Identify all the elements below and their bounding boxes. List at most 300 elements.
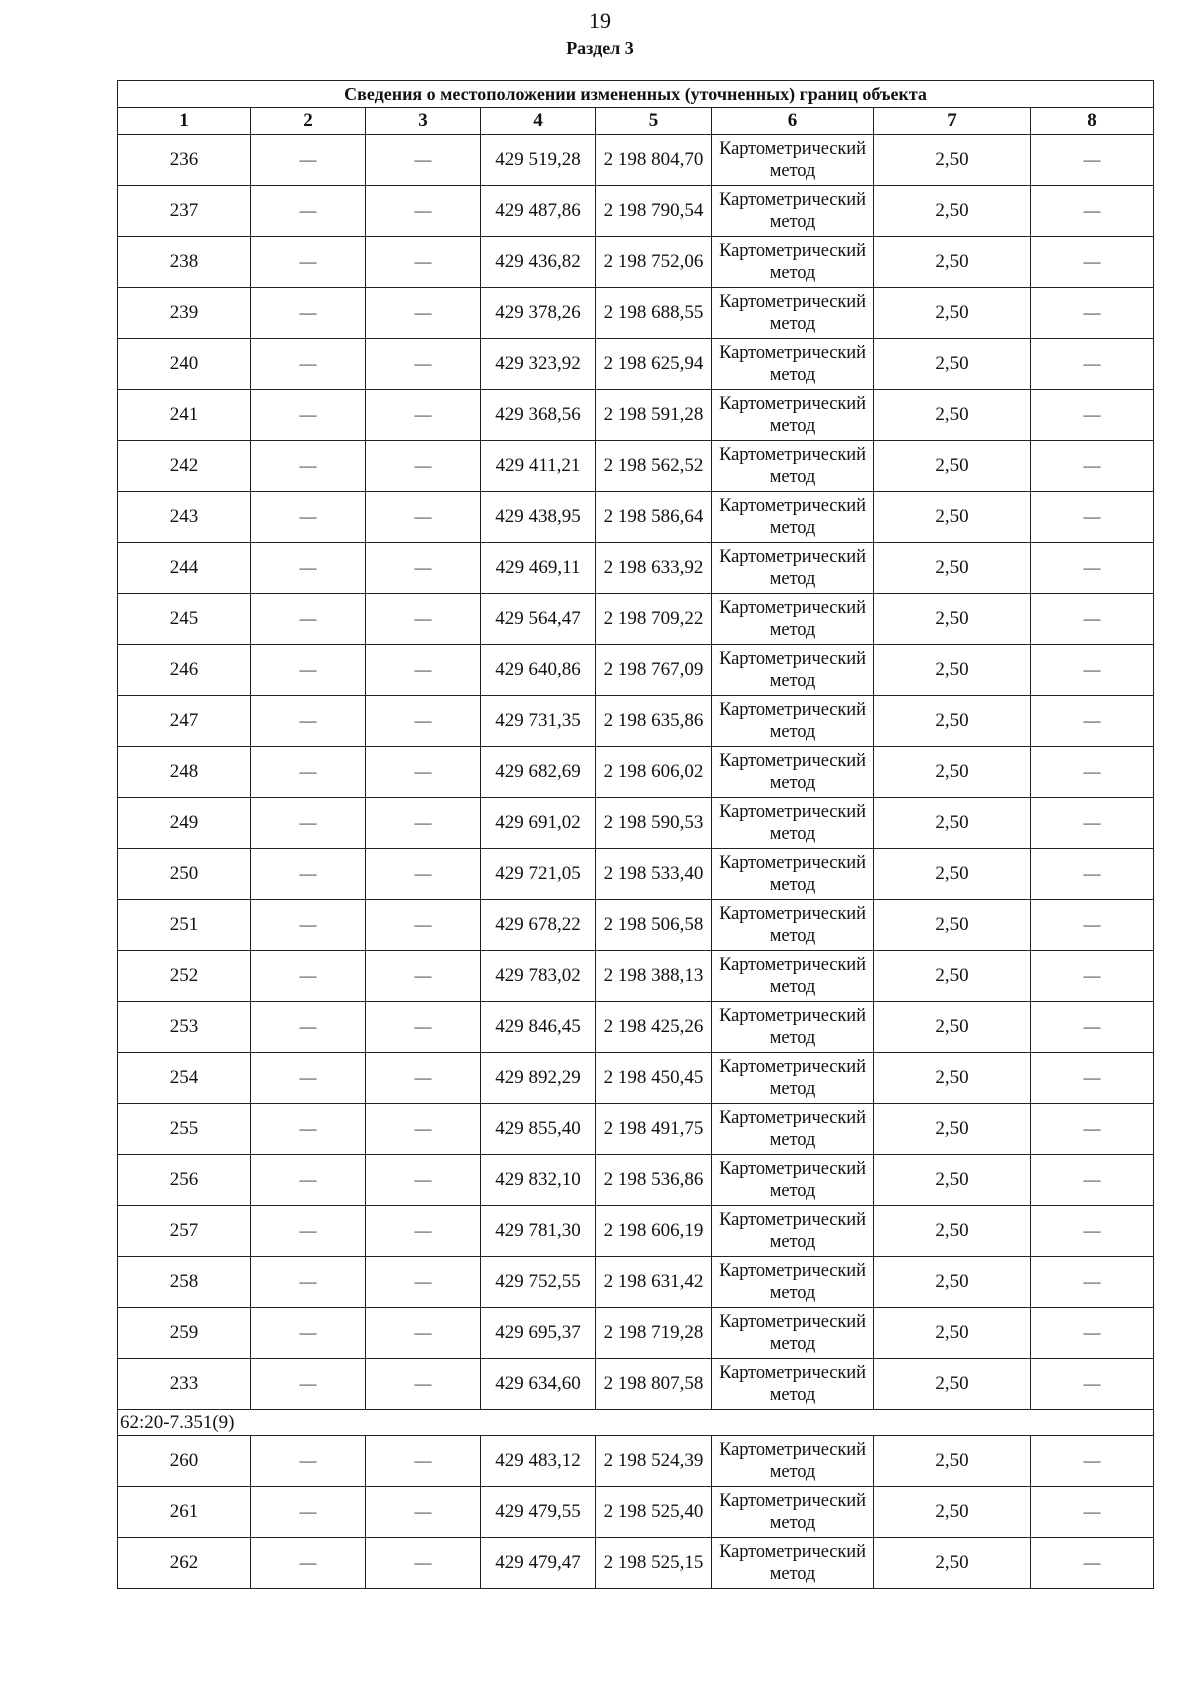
accuracy-cell: 2,50 bbox=[874, 1308, 1031, 1359]
dash-mark: — bbox=[299, 813, 317, 832]
dash-mark: — bbox=[414, 1374, 432, 1393]
accuracy-cell: 2,50 bbox=[874, 1053, 1031, 1104]
table-row bbox=[118, 1538, 1154, 1589]
x-coordinate-cell: 429 678,22 bbox=[481, 900, 596, 951]
empty-cell bbox=[1031, 441, 1154, 492]
dash-mark: — bbox=[414, 966, 432, 985]
method-cell: Картометрический метод bbox=[712, 288, 874, 339]
accuracy-cell: 2,50 bbox=[874, 798, 1031, 849]
y-coordinate-cell: 2 198 635,86 bbox=[596, 696, 712, 747]
method-cell: Картометрический метод bbox=[712, 951, 874, 1002]
column-number: 5 bbox=[596, 108, 712, 135]
x-coordinate-cell: 429 469,11 bbox=[481, 543, 596, 594]
dash-mark: — bbox=[1083, 1374, 1101, 1393]
point-number-cell: 251 bbox=[118, 900, 251, 951]
x-coordinate-cell: 429 483,12 bbox=[481, 1436, 596, 1487]
empty-cell bbox=[366, 1436, 481, 1487]
dash-mark: — bbox=[414, 1068, 432, 1087]
table-row bbox=[118, 1002, 1154, 1053]
accuracy-cell: 2,50 bbox=[874, 543, 1031, 594]
dash-mark: — bbox=[299, 507, 317, 526]
page-number: 19 bbox=[589, 8, 611, 33]
empty-cell bbox=[251, 339, 366, 390]
empty-cell bbox=[1031, 1155, 1154, 1206]
dash-mark: — bbox=[299, 1451, 317, 1470]
empty-cell bbox=[251, 696, 366, 747]
empty-cell bbox=[366, 237, 481, 288]
y-coordinate-cell: 2 198 524,39 bbox=[596, 1436, 712, 1487]
dash-mark: — bbox=[1083, 660, 1101, 679]
table-body bbox=[118, 81, 1154, 1589]
table-row bbox=[118, 288, 1154, 339]
dash-mark: — bbox=[1083, 1221, 1101, 1240]
point-number-cell: 253 bbox=[118, 1002, 251, 1053]
table-row bbox=[118, 1308, 1154, 1359]
table-row bbox=[118, 135, 1154, 186]
empty-cell bbox=[366, 390, 481, 441]
point-number-cell: 259 bbox=[118, 1308, 251, 1359]
empty-cell bbox=[1031, 1206, 1154, 1257]
y-coordinate-cell: 2 198 586,64 bbox=[596, 492, 712, 543]
empty-cell bbox=[1031, 747, 1154, 798]
empty-cell bbox=[1031, 390, 1154, 441]
y-coordinate-cell: 2 198 767,09 bbox=[596, 645, 712, 696]
method-cell: Картометрический метод bbox=[712, 696, 874, 747]
table-row bbox=[118, 441, 1154, 492]
empty-cell bbox=[366, 441, 481, 492]
dash-mark: — bbox=[299, 762, 317, 781]
point-number-cell: 246 bbox=[118, 645, 251, 696]
empty-cell bbox=[1031, 1257, 1154, 1308]
empty-cell bbox=[1031, 1308, 1154, 1359]
accuracy-cell: 2,50 bbox=[874, 288, 1031, 339]
table-row bbox=[118, 1104, 1154, 1155]
dash-mark: — bbox=[299, 456, 317, 475]
x-coordinate-cell: 429 436,82 bbox=[481, 237, 596, 288]
empty-cell bbox=[366, 849, 481, 900]
y-coordinate-cell: 2 198 536,86 bbox=[596, 1155, 712, 1206]
empty-cell bbox=[251, 798, 366, 849]
empty-cell bbox=[251, 1104, 366, 1155]
empty-cell bbox=[366, 339, 481, 390]
empty-cell bbox=[251, 645, 366, 696]
table-row bbox=[118, 951, 1154, 1002]
dash-mark: — bbox=[299, 405, 317, 424]
dash-mark: — bbox=[414, 150, 432, 169]
method-cell: Картометрический метод bbox=[712, 543, 874, 594]
dash-mark: — bbox=[1083, 966, 1101, 985]
y-coordinate-cell: 2 198 533,40 bbox=[596, 849, 712, 900]
x-coordinate-cell: 429 411,21 bbox=[481, 441, 596, 492]
point-number-cell: 245 bbox=[118, 594, 251, 645]
table-row bbox=[118, 1436, 1154, 1487]
dash-mark: — bbox=[299, 1502, 317, 1521]
table-title: Сведения о местоположении измененных (уточненных) границ объекта bbox=[118, 81, 1154, 108]
table-row bbox=[118, 339, 1154, 390]
accuracy-cell: 2,50 bbox=[874, 1359, 1031, 1410]
y-coordinate-cell: 2 198 450,45 bbox=[596, 1053, 712, 1104]
empty-cell bbox=[251, 951, 366, 1002]
table-row bbox=[118, 1257, 1154, 1308]
empty-cell bbox=[251, 1257, 366, 1308]
dash-mark: — bbox=[414, 762, 432, 781]
method-cell: Картометрический метод bbox=[712, 1053, 874, 1104]
empty-cell bbox=[366, 288, 481, 339]
empty-cell bbox=[251, 1155, 366, 1206]
empty-cell bbox=[366, 1206, 481, 1257]
y-coordinate-cell: 2 198 525,40 bbox=[596, 1487, 712, 1538]
dash-mark: — bbox=[1083, 1017, 1101, 1036]
dash-mark: — bbox=[299, 201, 317, 220]
dash-mark: — bbox=[299, 303, 317, 322]
dash-mark: — bbox=[414, 1170, 432, 1189]
dash-mark: — bbox=[414, 252, 432, 271]
y-coordinate-cell: 2 198 562,52 bbox=[596, 441, 712, 492]
empty-cell bbox=[366, 1002, 481, 1053]
method-cell: Картометрический метод bbox=[712, 1308, 874, 1359]
empty-cell bbox=[251, 135, 366, 186]
dash-mark: — bbox=[414, 864, 432, 883]
table-row bbox=[118, 492, 1154, 543]
dash-mark: — bbox=[1083, 507, 1101, 526]
point-number-cell: 262 bbox=[118, 1538, 251, 1589]
table-row bbox=[118, 594, 1154, 645]
table-row bbox=[118, 798, 1154, 849]
point-number-cell: 247 bbox=[118, 696, 251, 747]
dash-mark: — bbox=[414, 201, 432, 220]
x-coordinate-cell: 429 721,05 bbox=[481, 849, 596, 900]
method-cell: Картометрический метод bbox=[712, 900, 874, 951]
empty-cell bbox=[366, 594, 481, 645]
empty-cell bbox=[251, 543, 366, 594]
empty-cell bbox=[251, 849, 366, 900]
empty-cell bbox=[251, 1538, 366, 1589]
point-number-cell: 241 bbox=[118, 390, 251, 441]
accuracy-cell: 2,50 bbox=[874, 390, 1031, 441]
x-coordinate-cell: 429 695,37 bbox=[481, 1308, 596, 1359]
table-row bbox=[118, 237, 1154, 288]
y-coordinate-cell: 2 198 688,55 bbox=[596, 288, 712, 339]
dash-mark: — bbox=[414, 456, 432, 475]
point-number-cell: 250 bbox=[118, 849, 251, 900]
y-coordinate-cell: 2 198 752,06 bbox=[596, 237, 712, 288]
empty-cell bbox=[366, 1359, 481, 1410]
empty-cell bbox=[366, 135, 481, 186]
dash-mark: — bbox=[1083, 456, 1101, 475]
dash-mark: — bbox=[299, 864, 317, 883]
dash-mark: — bbox=[1083, 762, 1101, 781]
empty-cell bbox=[1031, 849, 1154, 900]
dash-mark: — bbox=[299, 966, 317, 985]
method-cell: Картометрический метод bbox=[712, 1002, 874, 1053]
x-coordinate-cell: 429 564,47 bbox=[481, 594, 596, 645]
column-number: 1 bbox=[118, 108, 251, 135]
x-coordinate-cell: 429 378,26 bbox=[481, 288, 596, 339]
accuracy-cell: 2,50 bbox=[874, 1002, 1031, 1053]
empty-cell bbox=[366, 1308, 481, 1359]
table-row bbox=[118, 849, 1154, 900]
empty-cell bbox=[1031, 900, 1154, 951]
dash-mark: — bbox=[1083, 1272, 1101, 1291]
x-coordinate-cell: 429 855,40 bbox=[481, 1104, 596, 1155]
dash-mark: — bbox=[414, 1323, 432, 1342]
dash-mark: — bbox=[1083, 150, 1101, 169]
dash-mark: — bbox=[299, 711, 317, 730]
column-number: 6 bbox=[712, 108, 874, 135]
x-coordinate-cell: 429 783,02 bbox=[481, 951, 596, 1002]
empty-cell bbox=[251, 1487, 366, 1538]
column-number: 7 bbox=[874, 108, 1031, 135]
empty-cell bbox=[366, 951, 481, 1002]
y-coordinate-cell: 2 198 388,13 bbox=[596, 951, 712, 1002]
dash-mark: — bbox=[1083, 1068, 1101, 1087]
dash-mark: — bbox=[414, 1553, 432, 1572]
dash-mark: — bbox=[414, 507, 432, 526]
point-number-cell: 257 bbox=[118, 1206, 251, 1257]
x-coordinate-cell: 429 323,92 bbox=[481, 339, 596, 390]
empty-cell bbox=[251, 441, 366, 492]
x-coordinate-cell: 429 487,86 bbox=[481, 186, 596, 237]
dash-mark: — bbox=[414, 711, 432, 730]
empty-cell bbox=[366, 696, 481, 747]
y-coordinate-cell: 2 198 591,28 bbox=[596, 390, 712, 441]
column-number: 3 bbox=[366, 108, 481, 135]
empty-cell bbox=[1031, 645, 1154, 696]
empty-cell bbox=[366, 1487, 481, 1538]
method-cell: Картометрический метод bbox=[712, 441, 874, 492]
method-cell: Картометрический метод bbox=[712, 135, 874, 186]
empty-cell bbox=[366, 543, 481, 594]
dash-mark: — bbox=[414, 915, 432, 934]
point-number-cell: 258 bbox=[118, 1257, 251, 1308]
method-cell: Картометрический метод bbox=[712, 798, 874, 849]
dash-mark: — bbox=[1083, 405, 1101, 424]
point-number-cell: 255 bbox=[118, 1104, 251, 1155]
table-title-row bbox=[118, 81, 1154, 108]
empty-cell bbox=[251, 1359, 366, 1410]
dash-mark: — bbox=[414, 609, 432, 628]
dash-mark: — bbox=[299, 1221, 317, 1240]
empty-cell bbox=[1031, 543, 1154, 594]
empty-cell bbox=[366, 186, 481, 237]
method-cell: Картометрический метод bbox=[712, 1206, 874, 1257]
x-coordinate-cell: 429 691,02 bbox=[481, 798, 596, 849]
method-cell: Картометрический метод bbox=[712, 1487, 874, 1538]
accuracy-cell: 2,50 bbox=[874, 696, 1031, 747]
dash-mark: — bbox=[1083, 1451, 1101, 1470]
empty-cell bbox=[251, 900, 366, 951]
empty-cell bbox=[251, 492, 366, 543]
y-coordinate-cell: 2 198 804,70 bbox=[596, 135, 712, 186]
dash-mark: — bbox=[1083, 252, 1101, 271]
table-row bbox=[118, 543, 1154, 594]
table-row bbox=[118, 747, 1154, 798]
dash-mark: — bbox=[1083, 711, 1101, 730]
dash-mark: — bbox=[1083, 1170, 1101, 1189]
point-number-cell: 237 bbox=[118, 186, 251, 237]
column-number: 8 bbox=[1031, 108, 1154, 135]
accuracy-cell: 2,50 bbox=[874, 237, 1031, 288]
dash-mark: — bbox=[1083, 354, 1101, 373]
dash-mark: — bbox=[414, 558, 432, 577]
table-row bbox=[118, 1487, 1154, 1538]
x-coordinate-cell: 429 438,95 bbox=[481, 492, 596, 543]
point-number-cell: 244 bbox=[118, 543, 251, 594]
empty-cell bbox=[251, 1206, 366, 1257]
coordinates-table bbox=[117, 80, 1154, 1589]
empty-cell bbox=[1031, 1487, 1154, 1538]
point-number-cell: 236 bbox=[118, 135, 251, 186]
dash-mark: — bbox=[299, 609, 317, 628]
group-label: 62:20-7.351(9) bbox=[118, 1410, 1154, 1436]
dash-mark: — bbox=[299, 558, 317, 577]
empty-cell bbox=[366, 1053, 481, 1104]
accuracy-cell: 2,50 bbox=[874, 492, 1031, 543]
x-coordinate-cell: 429 479,55 bbox=[481, 1487, 596, 1538]
empty-cell bbox=[1031, 135, 1154, 186]
x-coordinate-cell: 429 846,45 bbox=[481, 1002, 596, 1053]
dash-mark: — bbox=[414, 1221, 432, 1240]
point-number-cell: 261 bbox=[118, 1487, 251, 1538]
y-coordinate-cell: 2 198 606,19 bbox=[596, 1206, 712, 1257]
y-coordinate-cell: 2 198 491,75 bbox=[596, 1104, 712, 1155]
y-coordinate-cell: 2 198 633,92 bbox=[596, 543, 712, 594]
dash-mark: — bbox=[414, 405, 432, 424]
empty-cell bbox=[366, 1257, 481, 1308]
y-coordinate-cell: 2 198 631,42 bbox=[596, 1257, 712, 1308]
dash-mark: — bbox=[299, 1119, 317, 1138]
method-cell: Картометрический метод bbox=[712, 849, 874, 900]
dash-mark: — bbox=[414, 1502, 432, 1521]
y-coordinate-cell: 2 198 709,22 bbox=[596, 594, 712, 645]
method-cell: Картометрический метод bbox=[712, 186, 874, 237]
y-coordinate-cell: 2 198 719,28 bbox=[596, 1308, 712, 1359]
dash-mark: — bbox=[299, 1553, 317, 1572]
accuracy-cell: 2,50 bbox=[874, 849, 1031, 900]
dash-mark: — bbox=[414, 813, 432, 832]
method-cell: Картометрический метод bbox=[712, 645, 874, 696]
point-number-cell: 243 bbox=[118, 492, 251, 543]
method-cell: Картометрический метод bbox=[712, 390, 874, 441]
table-row bbox=[118, 645, 1154, 696]
empty-cell bbox=[251, 1053, 366, 1104]
method-cell: Картометрический метод bbox=[712, 492, 874, 543]
point-number-cell: 238 bbox=[118, 237, 251, 288]
method-cell: Картометрический метод bbox=[712, 339, 874, 390]
x-coordinate-cell: 429 640,86 bbox=[481, 645, 596, 696]
empty-cell bbox=[366, 1155, 481, 1206]
empty-cell bbox=[251, 747, 366, 798]
table-row bbox=[118, 1359, 1154, 1410]
x-coordinate-cell: 429 752,55 bbox=[481, 1257, 596, 1308]
empty-cell bbox=[251, 594, 366, 645]
method-cell: Картометрический метод bbox=[712, 1257, 874, 1308]
point-number-cell: 242 bbox=[118, 441, 251, 492]
x-coordinate-cell: 429 731,35 bbox=[481, 696, 596, 747]
table-row bbox=[118, 1155, 1154, 1206]
dash-mark: — bbox=[299, 150, 317, 169]
empty-cell bbox=[366, 747, 481, 798]
x-coordinate-cell: 429 368,56 bbox=[481, 390, 596, 441]
method-cell: Картометрический метод bbox=[712, 1104, 874, 1155]
dash-mark: — bbox=[299, 1374, 317, 1393]
point-number-cell: 254 bbox=[118, 1053, 251, 1104]
y-coordinate-cell: 2 198 606,02 bbox=[596, 747, 712, 798]
empty-cell bbox=[251, 288, 366, 339]
accuracy-cell: 2,50 bbox=[874, 1155, 1031, 1206]
accuracy-cell: 2,50 bbox=[874, 1487, 1031, 1538]
y-coordinate-cell: 2 198 625,94 bbox=[596, 339, 712, 390]
empty-cell bbox=[366, 492, 481, 543]
table-row bbox=[118, 696, 1154, 747]
x-coordinate-cell: 429 781,30 bbox=[481, 1206, 596, 1257]
y-coordinate-cell: 2 198 506,58 bbox=[596, 900, 712, 951]
dash-mark: — bbox=[414, 354, 432, 373]
empty-cell bbox=[1031, 1053, 1154, 1104]
table-row bbox=[118, 1053, 1154, 1104]
accuracy-cell: 2,50 bbox=[874, 645, 1031, 696]
x-coordinate-cell: 429 519,28 bbox=[481, 135, 596, 186]
empty-cell bbox=[366, 1104, 481, 1155]
accuracy-cell: 2,50 bbox=[874, 441, 1031, 492]
dash-mark: — bbox=[414, 660, 432, 679]
dash-mark: — bbox=[1083, 609, 1101, 628]
group-row bbox=[118, 1410, 1154, 1436]
accuracy-cell: 2,50 bbox=[874, 747, 1031, 798]
column-number: 2 bbox=[251, 108, 366, 135]
dash-mark: — bbox=[1083, 303, 1101, 322]
dash-mark: — bbox=[299, 354, 317, 373]
empty-cell bbox=[251, 1002, 366, 1053]
dash-mark: — bbox=[299, 1017, 317, 1036]
method-cell: Картометрический метод bbox=[712, 237, 874, 288]
table-row bbox=[118, 1206, 1154, 1257]
empty-cell bbox=[251, 1436, 366, 1487]
dash-mark: — bbox=[414, 1119, 432, 1138]
empty-cell bbox=[1031, 798, 1154, 849]
x-coordinate-cell: 429 832,10 bbox=[481, 1155, 596, 1206]
empty-cell bbox=[1031, 492, 1154, 543]
accuracy-cell: 2,50 bbox=[874, 900, 1031, 951]
dash-mark: — bbox=[299, 660, 317, 679]
point-number-cell: 249 bbox=[118, 798, 251, 849]
empty-cell bbox=[366, 798, 481, 849]
empty-cell bbox=[1031, 1359, 1154, 1410]
dash-mark: — bbox=[1083, 558, 1101, 577]
empty-cell bbox=[1031, 1538, 1154, 1589]
method-cell: Картометрический метод bbox=[712, 1538, 874, 1589]
y-coordinate-cell: 2 198 590,53 bbox=[596, 798, 712, 849]
empty-cell bbox=[251, 390, 366, 441]
table-row bbox=[118, 900, 1154, 951]
y-coordinate-cell: 2 198 525,15 bbox=[596, 1538, 712, 1589]
dash-mark: — bbox=[1083, 864, 1101, 883]
dash-mark: — bbox=[299, 1170, 317, 1189]
dash-mark: — bbox=[1083, 1502, 1101, 1521]
method-cell: Картометрический метод bbox=[712, 1359, 874, 1410]
dash-mark: — bbox=[414, 303, 432, 322]
empty-cell bbox=[366, 900, 481, 951]
method-cell: Картометрический метод bbox=[712, 594, 874, 645]
dash-mark: — bbox=[1083, 813, 1101, 832]
empty-cell bbox=[251, 1308, 366, 1359]
accuracy-cell: 2,50 bbox=[874, 135, 1031, 186]
dash-mark: — bbox=[414, 1017, 432, 1036]
empty-cell bbox=[1031, 1436, 1154, 1487]
method-cell: Картометрический метод bbox=[712, 747, 874, 798]
dash-mark: — bbox=[299, 1323, 317, 1342]
accuracy-cell: 2,50 bbox=[874, 1257, 1031, 1308]
